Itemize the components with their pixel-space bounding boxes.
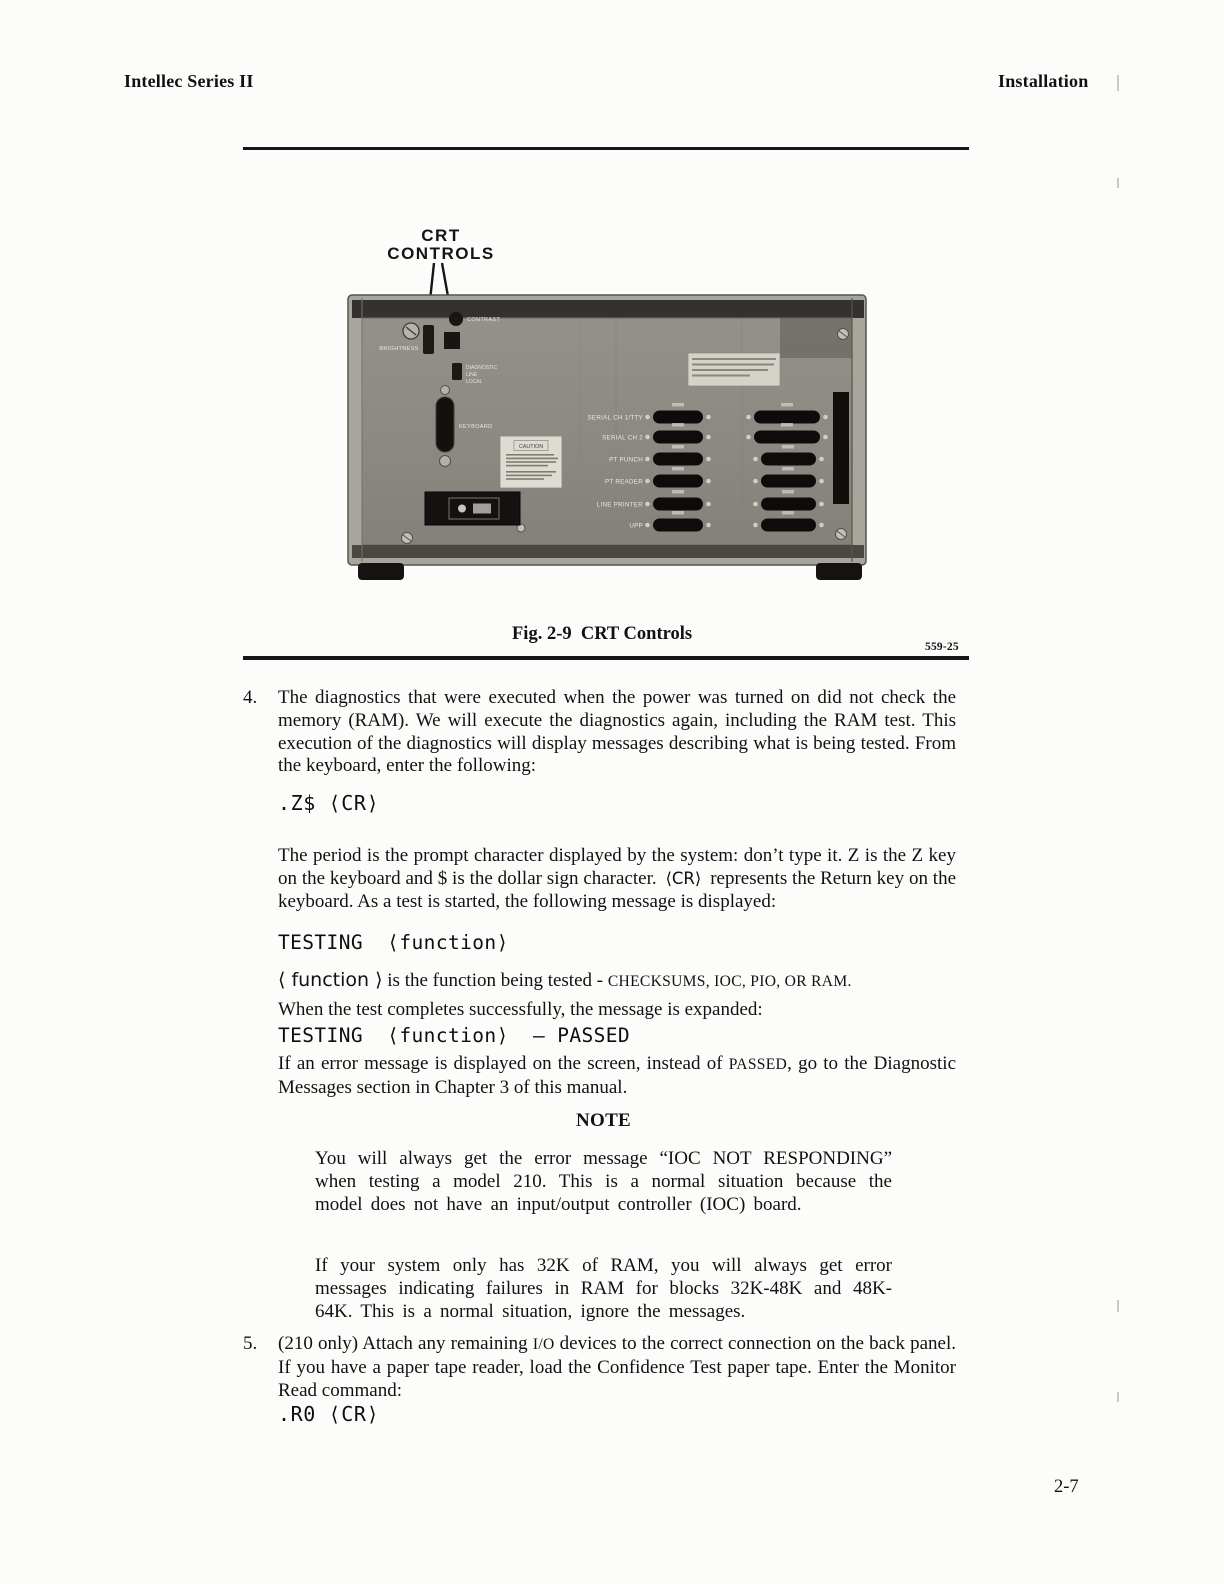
connector-cutout [653, 475, 703, 488]
ventilation-slot [833, 392, 849, 504]
figure-caption: Fig. 2-9 CRT Controls [512, 624, 693, 644]
connector-cutout [761, 475, 816, 488]
connector-cutout [653, 453, 703, 466]
scan-artifact [1117, 75, 1119, 91]
back-panel-photo [330, 200, 890, 595]
callout-crt: CRT [421, 226, 461, 245]
connector-screw [441, 386, 450, 395]
connector-cutout [761, 519, 816, 532]
brightness-label: BRIGHTNESS [379, 346, 419, 352]
page-number: 2-7 [1054, 1477, 1079, 1497]
scan-artifact [1117, 1300, 1119, 1312]
fuse-cap [458, 505, 466, 513]
connector-cutout [653, 498, 703, 511]
connector-cutout [653, 411, 703, 424]
figure-rule [243, 656, 969, 660]
power-connector [473, 504, 491, 514]
connector-cutout [653, 519, 703, 532]
connector-label-lineprinter: LINE PRINTER [596, 501, 643, 509]
connector-screw [440, 456, 451, 467]
note-heading: NOTE [575, 1110, 632, 1131]
figure-crt-controls [330, 200, 890, 595]
expanded-message-line: When the test completes successfully, the message is expanded: [278, 999, 763, 1020]
switch-body [452, 363, 462, 380]
step-5-text-b: devices to the correct connection on the back panel. If you have a paper tape reader, load the Confidence Test paper tape. Enter the Monitor Read command: [278, 1333, 957, 1401]
step-5-text [278, 1333, 956, 1402]
power-module-body [425, 492, 520, 525]
keyboard-label: KEYBOARD [459, 424, 493, 430]
testing-message-line: TESTING ⟨function⟩ [278, 931, 509, 954]
scan-artifact [1117, 178, 1119, 188]
passed-caps: PASSED [728, 1056, 788, 1073]
function-list-caps: CHECKSUMS, IOC, PIO, OR RAM. [607, 973, 852, 990]
header-right: Installation [998, 71, 1089, 91]
connector-cutout [754, 411, 820, 424]
control-block [444, 332, 460, 349]
contrast-label: CONTRAST [467, 317, 501, 323]
note-paragraph-1: You will always get the error message “IOC NOT RESPONDING” when testing a model 210. This is a normal situation because the model does not have an input/output controller (IOC) board. [315, 1148, 892, 1215]
connector-cutout [653, 431, 703, 444]
note-paragraph-2: If your system only has 32K of RAM, you will always get error messages indicating failures in RAM for blocks 32K-48K and 48K-64K. This is a normal situation, ignore the messages. [315, 1255, 892, 1322]
connector-cutout [761, 453, 816, 466]
connector-label-serial2: SERIAL CH 2 [602, 434, 643, 442]
function-description-line [278, 969, 956, 994]
switch-label-3: LOCAL [466, 379, 483, 385]
switch-label-2: LINE [466, 372, 478, 378]
cabinet-foot [816, 563, 862, 580]
connector-cutout [754, 431, 820, 444]
function-brackets: ⟨ function ⟩ [278, 969, 383, 991]
connector-label-serial1: SERIAL CH 1/TTY [587, 414, 643, 422]
function-text: is the function being tested - [382, 970, 608, 991]
scan-artifact [1117, 1392, 1119, 1402]
io-caps: I/O [532, 1336, 555, 1353]
command-monitor-read: .R0 ⟨CR⟩ [278, 1402, 380, 1426]
power-module [425, 492, 520, 525]
prompt-explanation-paragraph [278, 845, 956, 913]
step-5-text-a: (210 only) Attach any remaining [278, 1333, 533, 1354]
testing-passed-line: TESTING ⟨function⟩ — PASSED [278, 1024, 631, 1047]
connector-cutout [761, 498, 816, 511]
error-text-a: If an error message is displayed on the screen, instead of [278, 1053, 729, 1074]
cabinet-foot [358, 563, 404, 580]
connector-label-upp: UPP [629, 522, 643, 530]
prompt-explanation-a: The period is the prompt character displayed by the system: don’t type it. Z is the Z key on the keyboard and $ is the dollar sign character. [278, 845, 956, 889]
keyboard-socket [436, 397, 454, 452]
header-left: Intellec Series II [124, 71, 254, 91]
top-rule [243, 147, 969, 150]
step-5-number: 5. [243, 1333, 258, 1354]
bottom-shadow-band [352, 545, 864, 558]
callout-controls: CONTROLS [387, 244, 495, 263]
control-slot [423, 325, 434, 354]
error-text-b: , go to the Diagnostic Messages section in Chapter 3 of this manual. [278, 1053, 956, 1098]
figure-photo-id: 559-25 [925, 641, 959, 653]
switch-label-1: DIAGNOSTIC [466, 365, 498, 371]
caution-sticker [500, 436, 562, 488]
cr-token: ⟨CR⟩ [665, 868, 702, 888]
command-z-test: .Z$ ⟨CR⟩ [278, 791, 380, 815]
prompt-explanation-b: represents the Return key on the keyboard. As a test is started, the following message is displayed: [278, 867, 957, 912]
step-4-text: The diagnostics that were executed when the power was turned on did not check the memory (RAM). We will execute the diagnostics again, including the RAM test. This execution of the diagnostics will display messages describing what is being tested. From the keyboard, enter the following: [278, 687, 956, 777]
connector-label-ptreader: PT READER [605, 478, 643, 486]
error-message-paragraph [278, 1053, 956, 1100]
step-4-number: 4. [243, 687, 258, 708]
spec-sticker [688, 353, 780, 386]
connector-label-ptpunch: PT PUNCH [609, 456, 643, 464]
caution-title: CAUTION [518, 444, 544, 450]
top-shadow-band [352, 300, 864, 318]
contrast-knob [449, 312, 463, 326]
